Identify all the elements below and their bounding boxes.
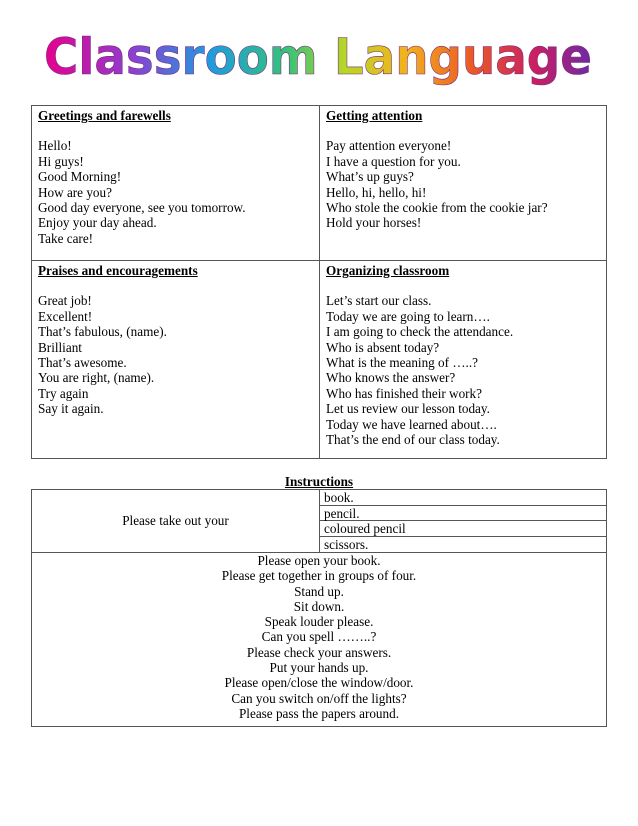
organizing-list — [326, 293, 600, 447]
list-item: Who knows the answer? — [326, 370, 456, 386]
list-item: What’s up guys? — [326, 169, 414, 185]
list-item: How are you? — [38, 184, 112, 200]
list-item: That’s fabulous, (name). — [38, 324, 167, 340]
instructions-table — [31, 489, 607, 727]
list-item: Hello, hi, hello, hi! — [326, 184, 427, 200]
take-out-option: scissors. — [324, 536, 369, 552]
list-item: Let’s start our class. — [326, 293, 432, 309]
praises-list — [38, 293, 313, 416]
list-item: Who has finished their work? — [326, 385, 483, 401]
list-item: Today we are going to learn…. — [326, 308, 490, 324]
list-item: Excellent! — [38, 308, 93, 324]
list-item: Great job! — [38, 293, 92, 309]
greetings-heading: Greetings and farewells — [38, 108, 171, 123]
take-out-option: book. — [320, 490, 606, 506]
list-item: I am going to check the attendance. — [326, 324, 514, 340]
praises-cell — [32, 260, 319, 458]
list-item: You are right, (name). — [38, 370, 155, 386]
list-item: Good day everyone, see you tomorrow. — [38, 200, 246, 216]
attention-cell — [319, 106, 606, 260]
list-item: Try again — [38, 385, 89, 401]
take-out-label: Please take out your — [122, 513, 229, 528]
title-wordart — [40, 28, 600, 98]
list-item: Today we have learned about…. — [326, 416, 497, 432]
organizing-heading: Organizing classroom — [326, 263, 450, 278]
instructions-heading: Instructions — [284, 474, 354, 489]
list-item: Say it again. — [38, 401, 104, 417]
list-item: Can you switch on/off the lights? — [231, 690, 407, 706]
list-item: Speak louder please. — [264, 614, 374, 630]
praises-heading: Praises and encouragements — [38, 263, 198, 278]
attention-heading: Getting attention — [326, 108, 423, 123]
list-item: Put your hands up. — [269, 660, 369, 676]
list-item: Please pass the papers around. — [238, 705, 400, 721]
list-item: Let us review our lesson today. — [326, 401, 490, 417]
list-item: Hello! — [38, 138, 72, 154]
greetings-cell — [32, 106, 319, 260]
attention-list — [326, 138, 600, 230]
list-item: Who stole the cookie from the cookie jar? — [326, 200, 548, 216]
title-banner — [40, 28, 600, 98]
take-out-option: coloured pencil — [320, 521, 606, 537]
list-item: Who is absent today? — [326, 339, 440, 355]
list-item: That’s awesome. — [38, 355, 127, 371]
list-item: Please open/close the window/door. — [224, 675, 414, 691]
list-item: Stand up. — [294, 583, 344, 599]
list-item: Enjoy your day ahead. — [38, 215, 157, 231]
list-item: I have a question for you. — [326, 153, 461, 169]
list-item: Please open your book. — [257, 553, 381, 568]
list-item: Sit down. — [293, 598, 345, 614]
list-item: Hi guys! — [38, 153, 84, 169]
list-item: That’s the end of our class today. — [326, 432, 500, 448]
take-out-option: pencil. — [320, 506, 606, 522]
list-item: Brilliant — [38, 339, 82, 355]
greetings-list — [38, 138, 313, 246]
organizing-cell — [319, 260, 606, 458]
list-item: Good Morning! — [38, 169, 122, 185]
instructions-list — [32, 553, 606, 721]
take-out-options — [319, 490, 606, 552]
list-item: Pay attention everyone! — [326, 138, 452, 154]
list-item: Take care! — [38, 230, 94, 246]
list-item: What is the meaning of …..? — [326, 355, 478, 371]
list-item: Can you spell ……..? — [261, 629, 377, 645]
list-item: Hold your horses! — [326, 215, 422, 231]
language-table — [31, 105, 607, 459]
list-item: Please check your answers. — [246, 644, 392, 660]
page-title: Classroom Language — [44, 28, 592, 86]
take-out-row — [32, 490, 606, 553]
list-item: Please get together in groups of four. — [221, 568, 417, 584]
